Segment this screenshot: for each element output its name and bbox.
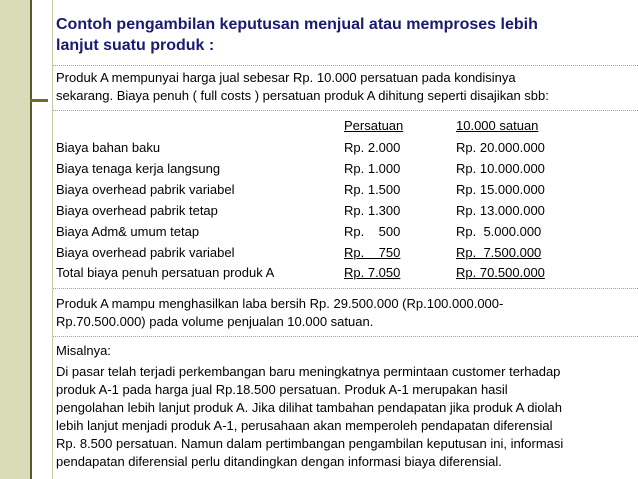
content-margin-line [52,0,53,479]
row-label: Biaya overhead pabrik tetap [56,203,218,218]
title-line-2: lanjut suatu produk : [56,37,215,54]
row-total: Rp. 13.000.000 [456,203,545,218]
row-per-unit: Rp. 1.000 [344,161,401,176]
example-line: produk A-1 pada harga jual Rp.18.500 persatuan. Produk A-1 merupakan hasil [56,382,508,397]
example-paragraph [56,342,626,471]
row-total: Rp. 70.500.000 [456,265,545,280]
example-line: Rp. 8.500 persatuan. Namun dalam pertimbangan pengambilan keputusan ini, informasi [56,436,564,451]
row-total: Rp. 15.000.000 [456,182,545,197]
slide-title [56,14,616,56]
profit-line-2: Rp.70.500.000) pada volume penjualan 10.000 satuan. [56,314,374,329]
divider [53,110,638,111]
row-per-unit: Rp. 1.500 [344,182,401,197]
table-row [56,222,636,242]
row-label: Total biaya penuh persatuan produk A [56,265,275,280]
divider [53,288,638,289]
row-per-unit: Rp. 7.050 [344,265,401,280]
divider [53,65,638,66]
row-total: Rp. 20.000.000 [456,140,545,155]
table-total-row [56,263,636,283]
row-label: Biaya bahan baku [56,140,161,155]
example-line: pendapatan diferensial perlu ditandingkan dengan informasi biaya diferensial. [56,454,502,469]
header-per-unit: Persatuan [344,118,404,133]
example-line: pengolahan lebih lanjut produk A. Jika dilihat tambahan pendapatan jika produk A diolah [56,400,562,415]
intro-line-2: sekarang. Biaya penuh ( full costs ) persatuan produk A dihitung seperti disajikan sbb: [56,88,549,103]
row-total: Rp. 10.000.000 [456,161,545,176]
table-row [56,138,636,158]
slide-sidebar [0,0,30,479]
example-line: lebih lanjut menjadi produk A-1, perusahaan akan memperoleh pendapatan diferensial [56,418,553,433]
row-label: Biaya Adm& umum tetap [56,224,200,239]
row-per-unit: Rp. 1.300 [344,203,401,218]
example-label: Misalnya: [56,343,111,358]
table-row [56,201,636,221]
row-total: Rp. 5.000.000 [456,224,542,239]
profit-line-1: Produk A mampu menghasilkan laba bersih Rp. 29.500.000 (Rp.100.000.000- [56,296,504,311]
profit-paragraph [56,295,626,331]
accent-bar [30,99,48,102]
row-per-unit: Rp. 2.000 [344,140,401,155]
intro-paragraph [56,69,626,105]
sidebar-border [30,0,32,479]
example-line: Di pasar telah terjadi perkembangan baru meningkatnya permintaan customer terhadap [56,364,561,379]
row-label: Biaya overhead pabrik variabel [56,245,235,260]
title-line-1: Contoh pengambilan keputusan menjual atau memproses lebih [56,16,538,33]
table-row [56,243,636,263]
divider [53,336,638,337]
row-per-unit: Rp. 750 [344,245,401,260]
table-header-row [56,116,636,136]
table-row [56,180,636,200]
row-label: Biaya overhead pabrik variabel [56,182,235,197]
header-10000-units: 10.000 satuan [456,118,539,133]
row-label: Biaya tenaga kerja langsung [56,161,221,176]
row-total: Rp. 7.500.000 [456,245,542,260]
table-row [56,159,636,179]
row-per-unit: Rp. 500 [344,224,401,239]
intro-line-1: Produk A mempunyai harga jual sebesar Rp. 10.000 persatuan pada kondisinya [56,70,516,85]
